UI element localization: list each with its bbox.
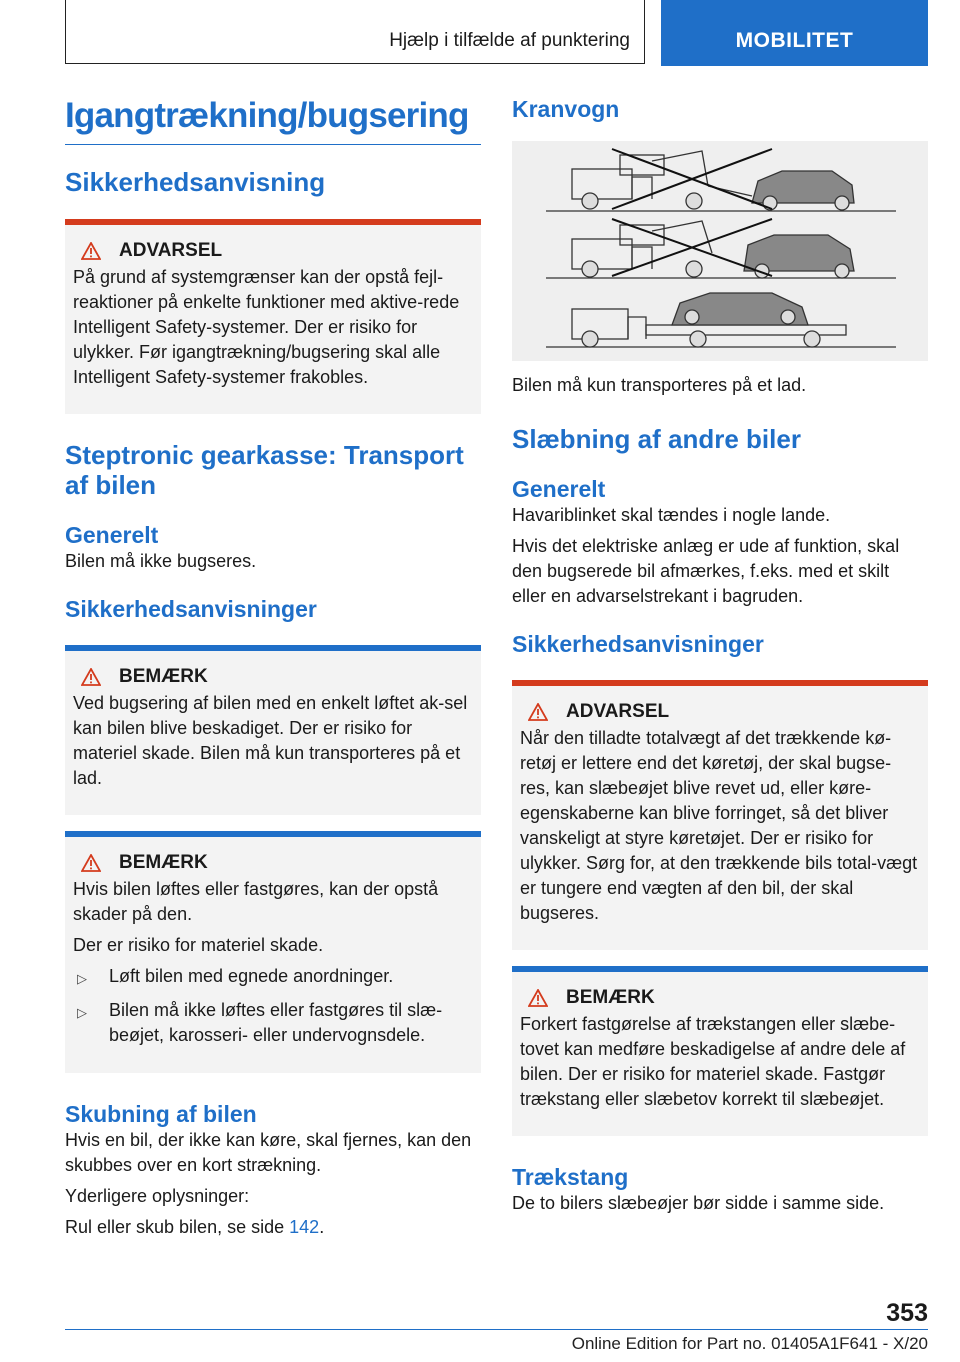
tow-bar-text: De to bilers slæbeøjer bør sidde i samme side. — [512, 1193, 885, 1213]
push-text: Hvis en bil, der ikke kan køre, skal fjernes, kan den skubbes over en kort strækning. — [65, 1130, 472, 1175]
list-item: ▷ Bilen må ikke løftes eller fastgøres til slæ-beøjet, karosseri- eller undervognsdele. — [73, 998, 473, 1048]
general-text: Havariblinket skal tændes i nogle lande. — [512, 505, 831, 525]
note-box — [65, 645, 481, 815]
general-heading: Generelt — [512, 476, 606, 502]
warning-box — [512, 680, 928, 950]
note-box — [65, 831, 481, 1073]
page-number: 353 — [886, 1299, 928, 1327]
warning-bar — [512, 680, 928, 686]
note-bar — [65, 645, 481, 651]
roll-text: Rul eller skub bilen, se side 142. — [65, 1217, 325, 1237]
chapter-tab[interactable]: MOBILITET — [661, 0, 928, 66]
push-heading: Skubning af bilen — [65, 1101, 257, 1127]
tow-truck-diagram — [512, 141, 928, 361]
safety-heading: Sikkerhedsanvisning — [65, 167, 326, 197]
safety-instructions-heading: Sikkerhedsanvisninger — [512, 631, 764, 657]
crane-caption: Bilen må kun transporteres på et lad. — [512, 375, 807, 395]
left-column — [65, 96, 481, 1240]
note-text: Der er risiko for materiel skade. — [73, 935, 324, 955]
edition-footer: Online Edition for Part no. 01405A1F641 - X/20 — [571, 1334, 928, 1353]
warning-text: Når den tilladte totalvægt af det trækkende kø-retøj er lettere end det køretøj, der skal bugse-res, kan slæbeøjet blive revet ud, eller køre-egenskaberne kan blive forringet, så det bliver vanskeligt at styre køretøjet. Der er risiko for ulykker. Sørg for, at den trækkende bils total-vægt er tungere end vægten af den bil, der skal bugseres. — [520, 728, 918, 923]
warning-label: ADVARSEL — [119, 240, 223, 261]
warning-label: ADVARSEL — [566, 701, 670, 722]
warning-triangle-icon — [528, 703, 548, 721]
warning-triangle-icon — [81, 854, 101, 872]
bullet-triangle-icon: ▷ — [77, 971, 87, 986]
warning-triangle-icon — [81, 242, 101, 260]
towing-illustration — [512, 141, 928, 361]
note-label: BEMÆRK — [119, 852, 208, 873]
page-header — [65, 0, 928, 66]
bullet-triangle-icon: ▷ — [77, 1005, 87, 1020]
note-bar — [512, 966, 928, 972]
general-heading: Generelt — [65, 522, 159, 548]
warning-box — [65, 219, 481, 414]
note-text: Forkert fastgørelse af trækstangen eller slæbe-tovet kan medføre beskadigelse af andre dele af bilen. Der er risiko for materiel skade. Fastgør trækstang eller slæbetov korrekt til slæbeøjet. — [520, 1014, 906, 1109]
towing-heading: Slæbning af andre biler — [512, 424, 801, 454]
warning-bar — [65, 219, 481, 225]
general-text: Hvis det elektriske anlæg er ude af funktion, skal den bugserede bil afmærkes, f.eks. med et skilt eller en advarselstrekant i bagruden. — [512, 536, 900, 606]
note-label: BEMÆRK — [566, 987, 655, 1008]
footer-rule — [65, 1329, 928, 1330]
right-column — [512, 96, 928, 1216]
more-info-text: Yderligere oplysninger: — [65, 1186, 250, 1206]
page-link[interactable]: 142 — [289, 1217, 320, 1237]
page-title: Igangtrækning/bugsering — [65, 96, 469, 135]
tow-bar-heading: Trækstang — [512, 1164, 629, 1190]
general-text: Bilen må ikke bugseres. — [65, 551, 257, 571]
warning-text: På grund af systemgrænser kan der opstå fejl-reaktioner på enkelte funktioner med aktive-rede Intelligent Safety-systemer. Der er risiko for ulykker. Før igangtrækning/bugsering skal alle Intelligent Safety-systemer frakobles. — [73, 267, 460, 387]
warning-triangle-icon — [528, 989, 548, 1007]
steptronic-heading: Steptronic gearkasse: Transport af bilen — [65, 440, 464, 500]
note-box — [512, 966, 928, 1136]
list-item: ▷ Løft bilen med egnede anordninger. — [73, 964, 473, 991]
warning-triangle-icon — [81, 668, 101, 686]
note-text: Ved bugsering af bilen med en enkelt løftet ak-sel kan bilen blive beskadiget. Der er risiko for materiel skade. Bilen må kun transporteres på et lad. — [73, 693, 468, 788]
safety-instructions-heading: Sikkerhedsanvisninger — [65, 596, 317, 622]
note-bar — [65, 831, 481, 837]
section-title: Hjælp i tilfælde af punktering — [65, 0, 645, 64]
crane-heading: Kranvogn — [512, 96, 620, 122]
note-label: BEMÆRK — [119, 666, 208, 687]
title-rule — [65, 136, 481, 145]
note-text: Hvis bilen løftes eller fastgøres, kan der opstå skader på den. — [73, 879, 439, 924]
